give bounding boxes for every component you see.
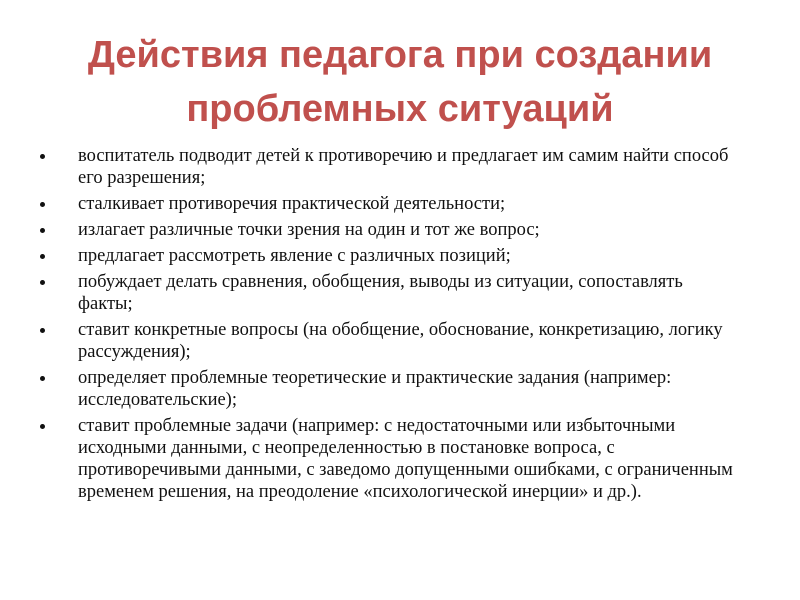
bullet-text: определяет проблемные теоретические и практические задания (например: исследовательские);	[78, 368, 672, 410]
bullet-item	[40, 219, 740, 241]
bullet-text: излагает различные точки зрения на один и тот же вопрос;	[78, 220, 540, 240]
bullet-icon	[40, 154, 45, 159]
bullet-list	[40, 145, 740, 507]
slide-title-line-1: Действия педагога при создании	[87, 34, 713, 76]
bullet-text: сталкивает противоречия практической деятельности;	[78, 194, 506, 214]
bullet-icon	[40, 228, 45, 233]
bullet-item	[40, 245, 740, 267]
bullet-item	[40, 271, 740, 315]
bullet-icon	[40, 328, 45, 333]
bullet-icon	[40, 254, 45, 259]
bullet-icon	[40, 424, 45, 429]
bullet-icon	[40, 280, 45, 285]
bullet-text: воспитатель подводит детей к противоречию и предлагает им самим найти способ его разрешения;	[78, 146, 729, 188]
bullet-text: ставит проблемные задачи (например: с недостаточными или избыточными исходными данными, с неопределенностью в постановке вопроса, с противоречивыми данными, с заведомо допущенными ошибками, с ограниченным временем решения, на преодоление «психологической инерции» и др.).	[78, 416, 733, 502]
slide-title	[20, 28, 780, 136]
bullet-text: побуждает делать сравнения, обобщения, выводы из ситуации, сопоставлять факты;	[78, 272, 683, 314]
bullet-item	[40, 145, 740, 189]
slide-title-line-2: проблемных ситуаций	[186, 88, 614, 130]
bullet-icon	[40, 202, 45, 207]
bullet-item	[40, 193, 740, 215]
bullet-icon	[40, 376, 45, 381]
bullet-item	[40, 415, 740, 503]
bullet-text: ставит конкретные вопросы (на обобщение, обоснование, конкретизацию, логику рассуждения);	[78, 320, 723, 362]
bullet-item	[40, 319, 740, 363]
bullet-text: предлагает рассмотреть явление с различных позиций;	[78, 246, 511, 266]
bullet-item	[40, 367, 740, 411]
